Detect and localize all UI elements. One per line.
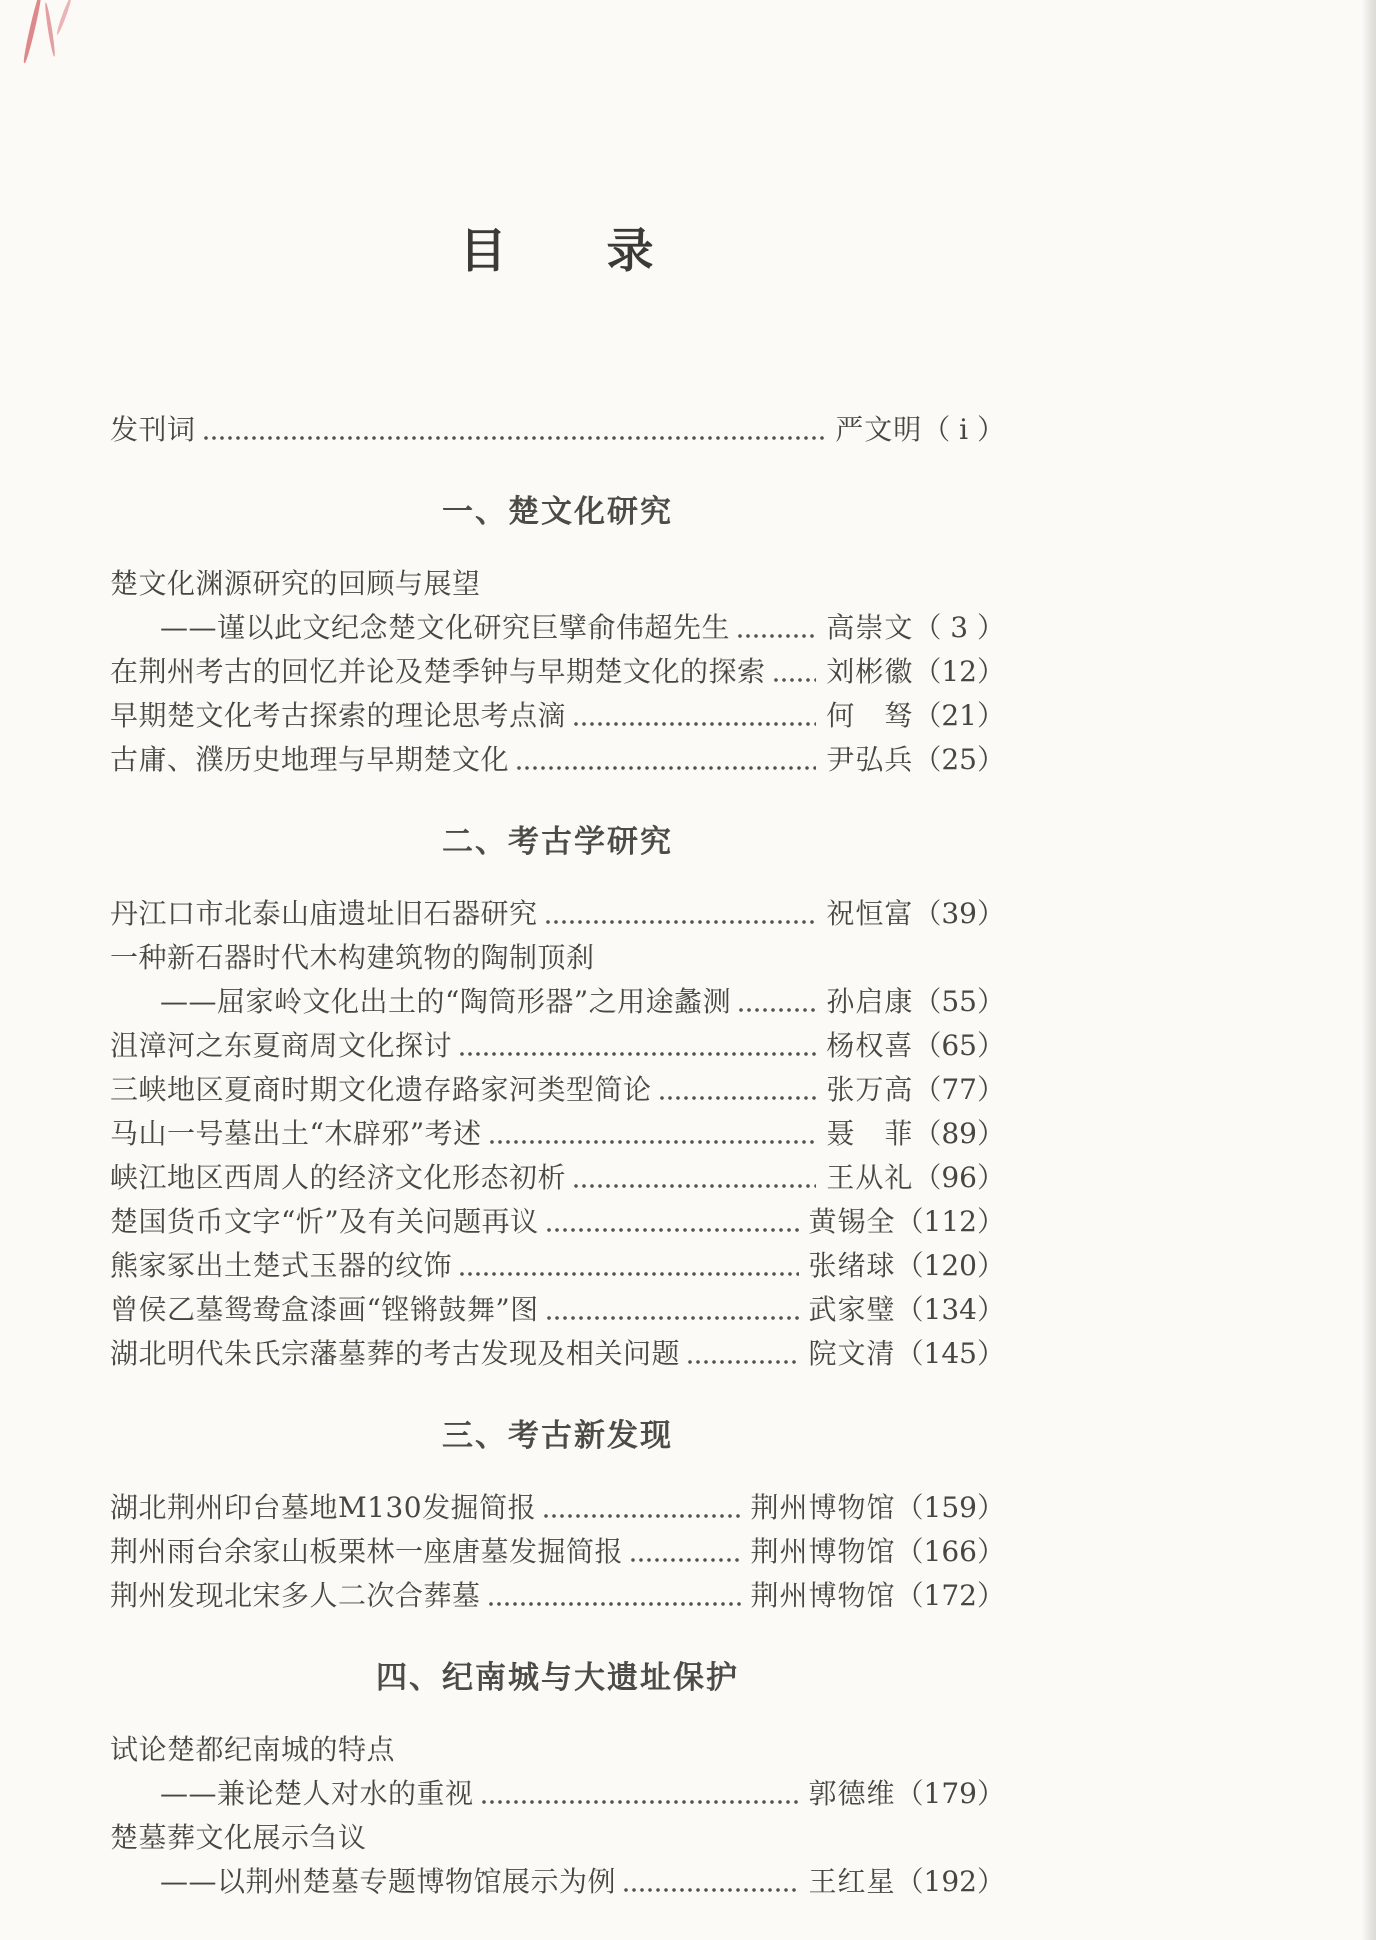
toc-entry-subtitle-row xyxy=(110,606,1005,650)
dot-leader xyxy=(544,892,817,936)
dot-leader xyxy=(542,1486,740,1530)
toc-entry-row xyxy=(110,892,1005,936)
dot-leader xyxy=(572,694,816,738)
toc-entry-row xyxy=(110,562,1005,606)
section-heading: 一、楚文化研究 xyxy=(442,494,673,530)
dot-leader xyxy=(772,650,817,694)
entry-title: 荆州发现北宋多人二次合葬墓 xyxy=(110,1579,481,1612)
entry-author: 刘彬徽 xyxy=(826,655,914,688)
dot-leader xyxy=(737,980,816,1024)
dot-leader xyxy=(202,408,826,452)
entry-author: 孙启康 xyxy=(826,985,914,1018)
toc-entry-row xyxy=(110,1574,1005,1618)
toc-entry-row xyxy=(110,1156,1005,1200)
entry-page-number: （159） xyxy=(895,1491,1005,1524)
toc-entry-row xyxy=(110,1112,1005,1156)
entry-author: 郭德维 xyxy=(808,1777,896,1810)
section-heading: 二、考古学研究 xyxy=(442,824,673,860)
entry-subtitle: ——谨以此文纪念楚文化研究巨擘俞伟超先生 xyxy=(160,611,731,644)
entry-page-number: （112） xyxy=(895,1205,1005,1238)
toc-entry-row xyxy=(110,1332,1005,1376)
dot-leader xyxy=(736,606,816,650)
entry-page-number: （120） xyxy=(895,1249,1005,1282)
entry-page-number: （21） xyxy=(913,699,1005,732)
entry-page-number: （192） xyxy=(895,1865,1005,1898)
toc-entry-row xyxy=(110,1486,1005,1530)
entry-author: 王红星 xyxy=(808,1865,896,1898)
dot-leader xyxy=(487,1574,741,1618)
entry-title: 马山一号墓出土“木辟邪”考述 xyxy=(110,1117,482,1150)
entry-title: 发刊词 xyxy=(110,413,196,446)
entry-title: 湖北明代朱氏宗藩墓葬的考古发现及相关问题 xyxy=(110,1337,681,1370)
entry-title: 荆州雨台余家山板栗林一座唐墓发掘简报 xyxy=(110,1535,624,1568)
entry-title: 早期楚文化考古探索的理论思考点滴 xyxy=(110,699,567,732)
entry-page-number: （77） xyxy=(913,1073,1005,1106)
toc-entry-subtitle-row xyxy=(110,1772,1005,1816)
entry-author: 王从礼 xyxy=(826,1161,914,1194)
toc-entry-row xyxy=(110,1728,1005,1772)
entry-page-number: （ 3 ） xyxy=(913,611,1005,644)
toc-content xyxy=(110,0,1005,1904)
entry-author: 尹弘兵 xyxy=(826,743,914,776)
entry-author: 张绪球 xyxy=(808,1249,896,1282)
entry-page-number: （65） xyxy=(913,1029,1005,1062)
toc-entry-row xyxy=(110,1200,1005,1244)
entry-page-number: （166） xyxy=(895,1535,1005,1568)
entry-title: 峡江地区西周人的经济文化形态初析 xyxy=(110,1161,567,1194)
red-pen-mark xyxy=(55,0,72,35)
toc-entry-subtitle-row xyxy=(110,980,1005,1024)
entry-title: 丹江口市北泰山庙遗址旧石器研究 xyxy=(110,897,538,930)
dot-leader xyxy=(488,1112,817,1156)
section-heading: 四、纪南城与大遗址保护 xyxy=(376,1660,739,1696)
entry-page-number: （172） xyxy=(895,1579,1005,1612)
entry-author: 院文清 xyxy=(808,1337,896,1370)
entry-page-number: （39） xyxy=(913,897,1005,930)
entry-title: 楚文化渊源研究的回顾与展望 xyxy=(110,567,481,600)
entry-author: 严文明 xyxy=(835,413,923,446)
entry-author: 荆州博物馆 xyxy=(750,1491,896,1524)
entry-author: 高崇文 xyxy=(826,611,914,644)
page-title: 目 录 xyxy=(459,224,656,279)
entry-title: 试论楚都纪南城的特点 xyxy=(110,1733,396,1766)
entry-title: 在荆州考古的回忆并论及楚季钟与早期楚文化的探索 xyxy=(110,655,766,688)
entry-author: 何 驽 xyxy=(826,699,914,732)
entry-page-number: （55） xyxy=(913,985,1005,1018)
entry-title: 楚墓葬文化展示刍议 xyxy=(110,1821,367,1854)
dot-leader xyxy=(545,1200,799,1244)
toc-entry-row xyxy=(110,1244,1005,1288)
dot-leader xyxy=(658,1068,817,1112)
toc-entry-row xyxy=(110,1288,1005,1332)
toc-entry-row xyxy=(110,1024,1005,1068)
dot-leader xyxy=(572,1156,816,1200)
entry-page-number: （89） xyxy=(913,1117,1005,1150)
page-edge-shadow xyxy=(1362,0,1376,1940)
dot-leader xyxy=(515,738,816,782)
toc-entry-row xyxy=(110,1816,1005,1860)
entry-title: 三峡地区夏商时期文化遗存路家河类型简论 xyxy=(110,1073,652,1106)
entry-subtitle: ——屈家岭文化出土的“陶筒形器”之用途蠡测 xyxy=(160,985,732,1018)
entry-page-number: （134） xyxy=(895,1293,1005,1326)
section-heading: 三、考古新发现 xyxy=(442,1418,673,1454)
entry-page-number: （25） xyxy=(913,743,1005,776)
entry-author: 荆州博物馆 xyxy=(750,1535,896,1568)
dot-leader xyxy=(686,1332,799,1376)
dot-leader xyxy=(458,1244,799,1288)
toc-entry-row xyxy=(110,738,1005,782)
entry-author: 聂 菲 xyxy=(826,1117,914,1150)
entry-subtitle: ——以荆州楚墓专题博物馆展示为例 xyxy=(160,1865,617,1898)
red-pen-mark xyxy=(22,0,43,64)
toc-entry-row xyxy=(110,694,1005,738)
dot-leader xyxy=(622,1860,799,1904)
dot-leader xyxy=(458,1024,816,1068)
entry-subtitle: ——兼论楚人对水的重视 xyxy=(160,1777,474,1810)
entry-author: 武家璧 xyxy=(808,1293,896,1326)
entry-title: 曾侯乙墓鸳鸯盒漆画“铿锵鼓舞”图 xyxy=(110,1293,539,1326)
toc-entry-row xyxy=(110,936,1005,980)
toc-entry-row xyxy=(110,1530,1005,1574)
entry-page-number: （12） xyxy=(913,655,1005,688)
toc-entry-subtitle-row xyxy=(110,1860,1005,1904)
entry-author: 祝恒富 xyxy=(826,897,914,930)
entry-page-number: （96） xyxy=(913,1161,1005,1194)
toc-entry-row xyxy=(110,650,1005,694)
entry-title: 古庸、濮历史地理与早期楚文化 xyxy=(110,743,510,776)
entry-author: 黄锡全 xyxy=(808,1205,896,1238)
entry-page-number: （ i ） xyxy=(922,413,1005,446)
entry-title: 沮漳河之东夏商周文化探讨 xyxy=(110,1029,453,1062)
entry-author: 杨权喜 xyxy=(826,1029,914,1062)
toc-entry-row xyxy=(110,408,1005,452)
dot-leader xyxy=(629,1530,741,1574)
entry-title: 熊家冢出土楚式玉器的纹饰 xyxy=(110,1249,453,1282)
entry-page-number: （179） xyxy=(895,1777,1005,1810)
entry-author: 张万高 xyxy=(826,1073,914,1106)
entry-title: 湖北荆州印台墓地M130发掘简报 xyxy=(110,1491,537,1524)
entry-page-number: （145） xyxy=(895,1337,1005,1370)
dot-leader xyxy=(480,1772,799,1816)
entry-author: 荆州博物馆 xyxy=(750,1579,896,1612)
dot-leader xyxy=(545,1288,799,1332)
entry-title: 一种新石器时代木构建筑物的陶制顶刹 xyxy=(110,941,595,974)
toc-entry-row xyxy=(110,1068,1005,1112)
entry-title: 楚国货币文字“忻”及有关问题再议 xyxy=(110,1205,539,1238)
red-pen-mark xyxy=(44,2,57,57)
